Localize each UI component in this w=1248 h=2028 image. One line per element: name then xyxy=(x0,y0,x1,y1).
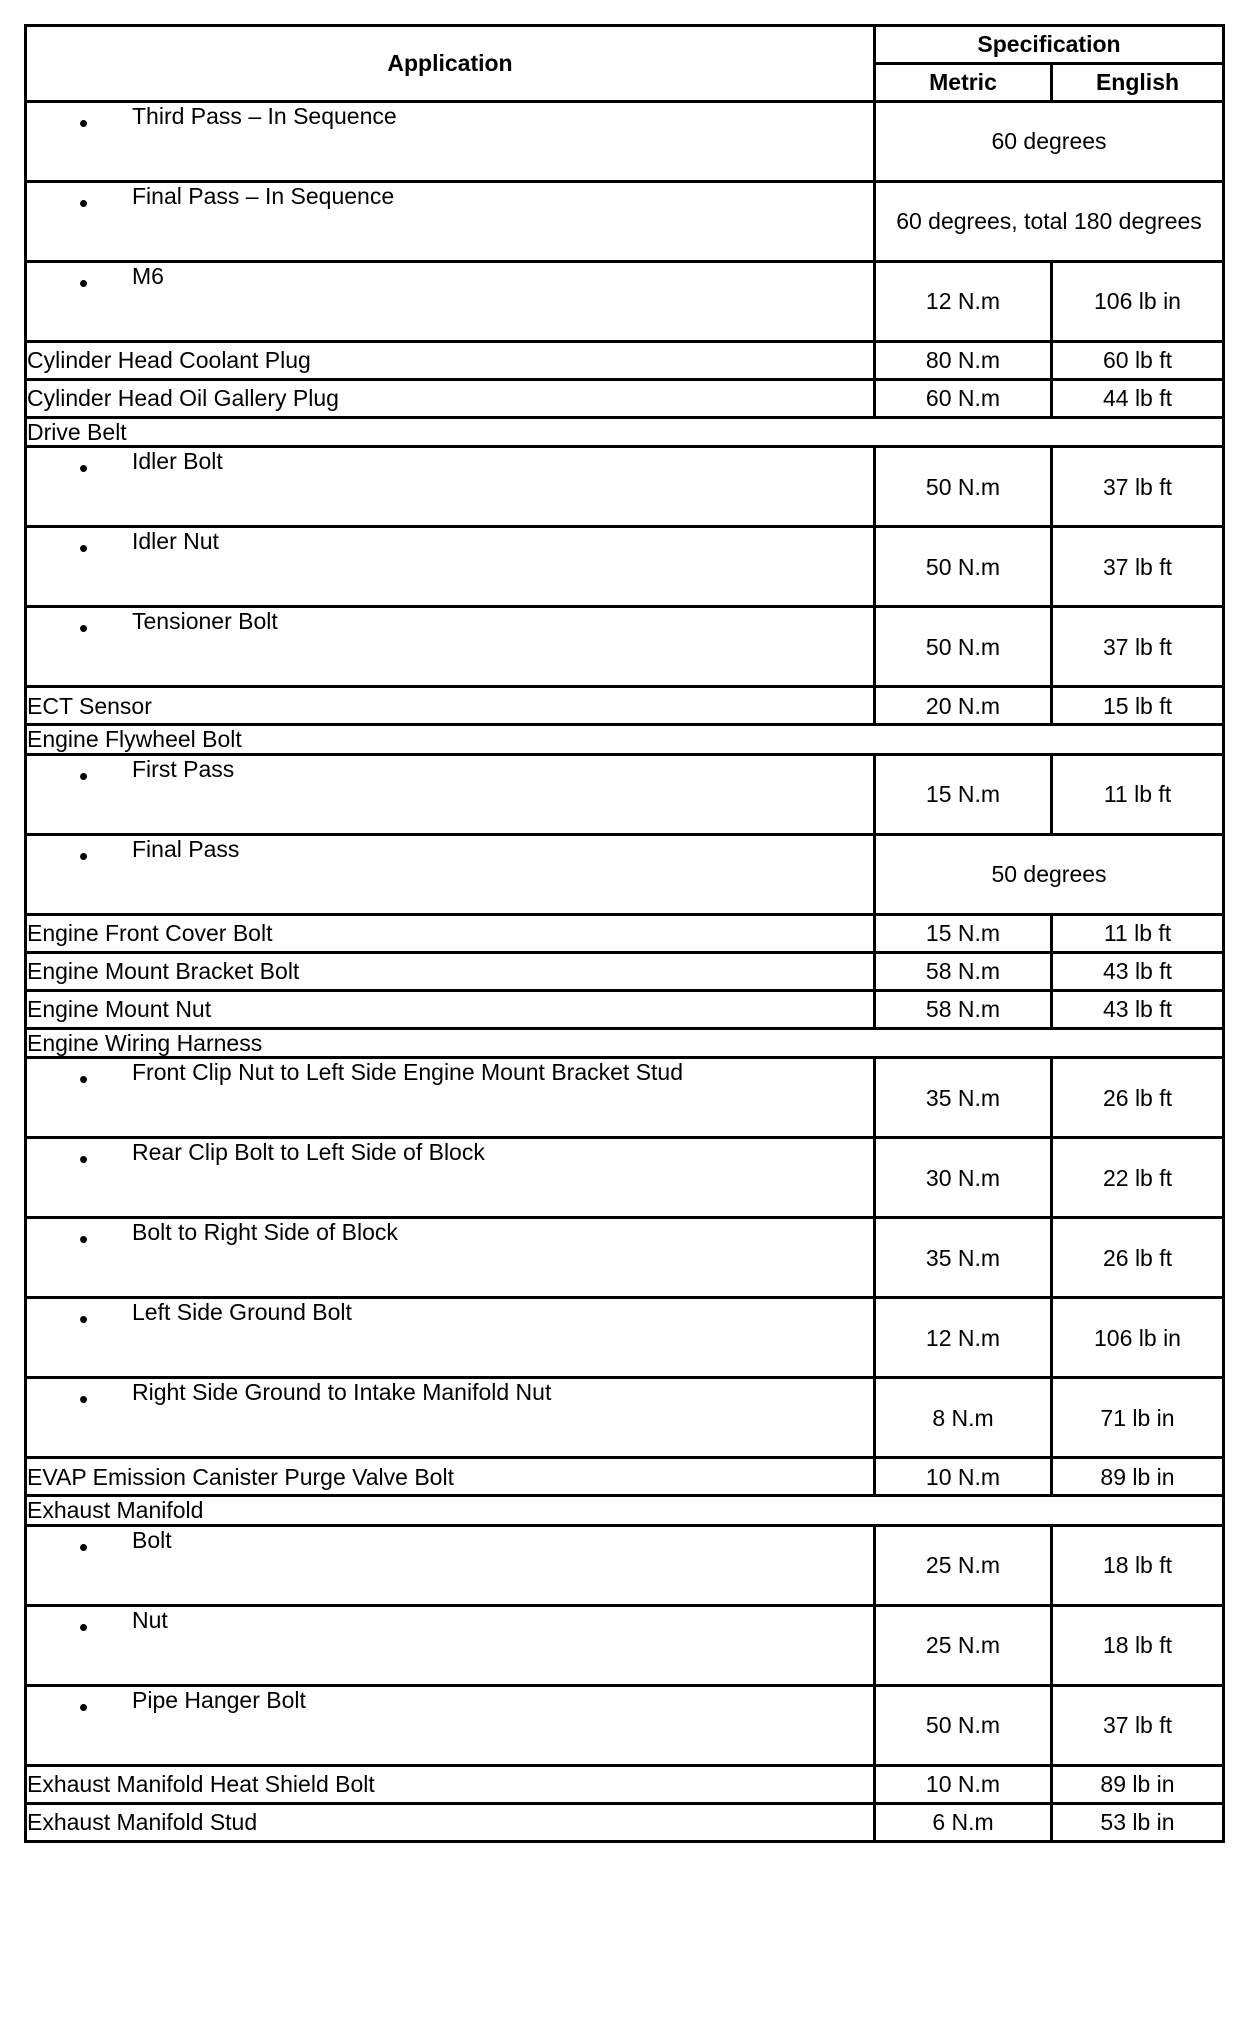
bullet-icon: • xyxy=(79,1144,89,1175)
english-value: 15 lb ft xyxy=(1052,687,1224,725)
application-cell xyxy=(26,1685,875,1765)
table-row xyxy=(26,1058,1224,1138)
bullet-icon: • xyxy=(79,1064,89,1095)
metric-value: 6 N.m xyxy=(875,1803,1052,1841)
english-value: 60 lb ft xyxy=(1052,342,1224,380)
table-row xyxy=(26,1218,1224,1298)
metric-value: 25 N.m xyxy=(875,1525,1052,1605)
metric-value: 60 N.m xyxy=(875,380,1052,418)
english-value: 43 lb ft xyxy=(1052,990,1224,1028)
bullet-icon: • xyxy=(79,760,89,791)
application-label: Engine Front Cover Bolt xyxy=(26,914,875,952)
table-row xyxy=(26,380,1224,418)
bullet-icon: • xyxy=(79,188,89,218)
table-row xyxy=(26,1378,1224,1458)
application-label: Front Clip Nut to Left Side Engine Mount Bracket Stud xyxy=(132,1059,684,1086)
application-label: Idler Bolt xyxy=(132,448,223,475)
application-cell xyxy=(26,527,875,607)
application-label: Pipe Hanger Bolt xyxy=(132,1686,306,1713)
bullet-icon: • xyxy=(79,1531,89,1562)
application-label: Idler Nut xyxy=(132,528,219,555)
application-cell xyxy=(26,1218,875,1298)
english-value: 37 lb ft xyxy=(1052,527,1224,607)
bullet-icon: • xyxy=(79,108,89,138)
english-value: 106 lb in xyxy=(1052,1298,1224,1378)
application-cell xyxy=(26,1525,875,1605)
metric-value: 50 N.m xyxy=(875,527,1052,607)
application-label: Final Pass – In Sequence xyxy=(132,183,395,209)
table-row xyxy=(26,1803,1224,1841)
metric-value: 12 N.m xyxy=(875,262,1052,342)
spec-value-spanning: 50 degrees xyxy=(875,834,1224,914)
header-specification: Specification xyxy=(875,26,1224,64)
table-row xyxy=(26,1298,1224,1378)
metric-value: 15 N.m xyxy=(875,914,1052,952)
english-value: 71 lb in xyxy=(1052,1378,1224,1458)
application-label: Cylinder Head Coolant Plug xyxy=(26,342,875,380)
english-value: 106 lb in xyxy=(1052,262,1224,342)
group-row xyxy=(26,1496,1224,1525)
bullet-icon: • xyxy=(79,533,89,564)
metric-value: 15 N.m xyxy=(875,754,1052,834)
table-row xyxy=(26,1685,1224,1765)
application-cell xyxy=(26,607,875,687)
spec-value-spanning: 60 degrees xyxy=(875,102,1224,182)
application-label: Right Side Ground to Intake Manifold Nut xyxy=(132,1379,552,1406)
metric-value: 25 N.m xyxy=(875,1605,1052,1685)
application-label: Final Pass xyxy=(132,835,240,862)
application-cell xyxy=(26,1378,875,1458)
english-value: 89 lb in xyxy=(1052,1765,1224,1803)
group-label: Engine Flywheel Bolt xyxy=(26,725,1224,754)
table-row xyxy=(26,1765,1224,1803)
metric-value: 35 N.m xyxy=(875,1218,1052,1298)
application-label: EVAP Emission Canister Purge Valve Bolt xyxy=(26,1458,875,1496)
spec-value-spanning: 60 degrees, total 180 degrees xyxy=(875,182,1224,262)
metric-value: 80 N.m xyxy=(875,342,1052,380)
table-row xyxy=(26,914,1224,952)
metric-value: 8 N.m xyxy=(875,1378,1052,1458)
table-row xyxy=(26,447,1224,527)
english-value: 44 lb ft xyxy=(1052,380,1224,418)
english-value: 37 lb ft xyxy=(1052,1685,1224,1765)
application-cell xyxy=(26,262,875,342)
application-label: Third Pass – In Sequence xyxy=(132,103,397,129)
english-value: 43 lb ft xyxy=(1052,952,1224,990)
table-row xyxy=(26,1138,1224,1218)
application-label: Bolt xyxy=(132,1526,172,1553)
application-cell xyxy=(26,447,875,527)
table-row xyxy=(26,990,1224,1028)
bullet-icon: • xyxy=(79,1304,89,1335)
application-cell xyxy=(26,1138,875,1218)
header-english: English xyxy=(1052,64,1224,102)
metric-value: 20 N.m xyxy=(875,687,1052,725)
application-label: Tensioner Bolt xyxy=(132,608,278,635)
table-row xyxy=(26,527,1224,607)
table-row xyxy=(26,102,1224,182)
metric-value: 30 N.m xyxy=(875,1138,1052,1218)
table-row xyxy=(26,182,1224,262)
english-value: 37 lb ft xyxy=(1052,447,1224,527)
metric-value: 10 N.m xyxy=(875,1458,1052,1496)
english-value: 11 lb ft xyxy=(1052,914,1224,952)
metric-value: 50 N.m xyxy=(875,447,1052,527)
application-cell xyxy=(26,1605,875,1685)
application-cell xyxy=(26,834,875,914)
metric-value: 35 N.m xyxy=(875,1058,1052,1138)
application-label: Exhaust Manifold Stud xyxy=(26,1803,875,1841)
application-label: First Pass xyxy=(132,755,235,782)
metric-value: 50 N.m xyxy=(875,1685,1052,1765)
bullet-icon: • xyxy=(79,1224,89,1255)
bullet-icon: • xyxy=(79,268,89,298)
application-cell xyxy=(26,1058,875,1138)
english-value: 26 lb ft xyxy=(1052,1058,1224,1138)
english-value: 18 lb ft xyxy=(1052,1605,1224,1685)
application-label: Exhaust Manifold Heat Shield Bolt xyxy=(26,1765,875,1803)
english-value: 53 lb in xyxy=(1052,1803,1224,1841)
application-label: Nut xyxy=(132,1606,168,1633)
metric-value: 50 N.m xyxy=(875,607,1052,687)
header-application: Application xyxy=(26,26,875,102)
bullet-icon: • xyxy=(79,1611,89,1642)
application-cell xyxy=(26,182,875,262)
bullet-icon: • xyxy=(79,1691,89,1722)
application-label: Rear Clip Bolt to Left Side of Block xyxy=(132,1139,485,1166)
header-metric: Metric xyxy=(875,64,1052,102)
table-row xyxy=(26,1605,1224,1685)
application-label: M6 xyxy=(132,263,164,289)
group-label: Engine Wiring Harness xyxy=(26,1028,1224,1057)
bullet-icon: • xyxy=(79,453,89,484)
metric-value: 12 N.m xyxy=(875,1298,1052,1378)
bullet-icon: • xyxy=(79,840,89,871)
application-label: ECT Sensor xyxy=(26,687,875,725)
application-label: Cylinder Head Oil Gallery Plug xyxy=(26,380,875,418)
application-label: Bolt to Right Side of Block xyxy=(132,1219,398,1246)
application-cell xyxy=(26,1298,875,1378)
bullet-icon: • xyxy=(79,1384,89,1415)
metric-value: 10 N.m xyxy=(875,1765,1052,1803)
torque-spec-table xyxy=(24,24,1225,1843)
group-row xyxy=(26,725,1224,754)
metric-value: 58 N.m xyxy=(875,952,1052,990)
group-label: Exhaust Manifold xyxy=(26,1496,1224,1525)
metric-value: 58 N.m xyxy=(875,990,1052,1028)
table-row xyxy=(26,754,1224,834)
english-value: 26 lb ft xyxy=(1052,1218,1224,1298)
table-row xyxy=(26,834,1224,914)
group-label: Drive Belt xyxy=(26,418,1224,447)
table-row xyxy=(26,262,1224,342)
application-cell xyxy=(26,102,875,182)
table-row xyxy=(26,1525,1224,1605)
english-value: 11 lb ft xyxy=(1052,754,1224,834)
english-value: 37 lb ft xyxy=(1052,607,1224,687)
english-value: 89 lb in xyxy=(1052,1458,1224,1496)
table-row xyxy=(26,342,1224,380)
english-value: 18 lb ft xyxy=(1052,1525,1224,1605)
table-row xyxy=(26,1458,1224,1496)
table-row xyxy=(26,687,1224,725)
english-value: 22 lb ft xyxy=(1052,1138,1224,1218)
application-label: Engine Mount Bracket Bolt xyxy=(26,952,875,990)
application-cell xyxy=(26,754,875,834)
application-label: Engine Mount Nut xyxy=(26,990,875,1028)
bullet-icon: • xyxy=(79,613,89,644)
application-label: Left Side Ground Bolt xyxy=(132,1299,352,1326)
group-row xyxy=(26,1028,1224,1057)
table-row xyxy=(26,607,1224,687)
spec-table-body xyxy=(26,102,1224,1842)
table-row xyxy=(26,952,1224,990)
group-row xyxy=(26,418,1224,447)
